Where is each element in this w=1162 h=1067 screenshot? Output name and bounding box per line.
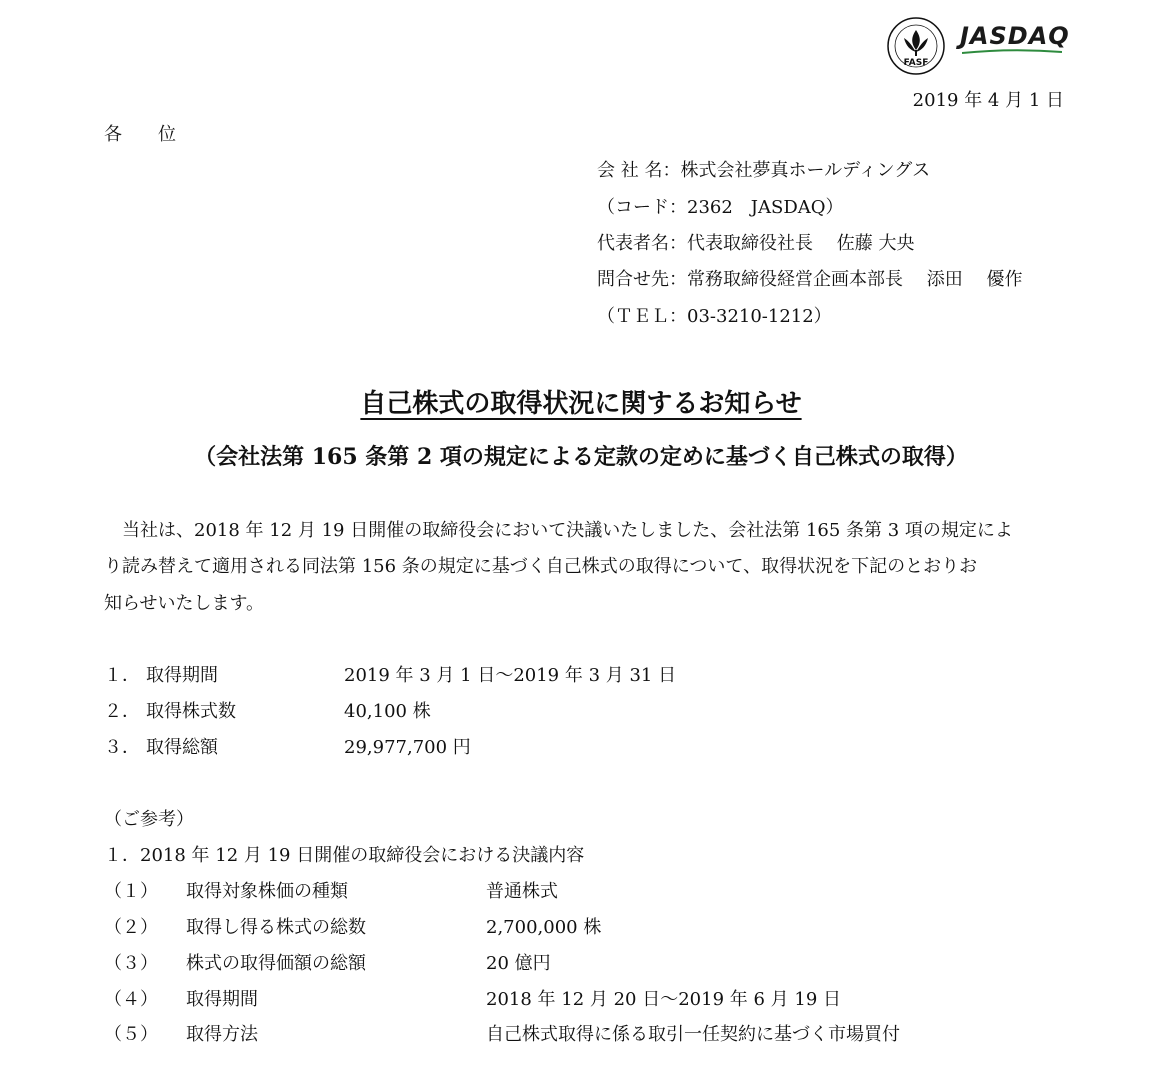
fasf-logo [886,16,946,76]
fasf-logo-text: FASF [903,58,929,68]
item-label: 取得期間 [146,665,218,686]
item-number: ３． [104,737,140,758]
item-number: １． [104,665,140,686]
info-key: 代表者名 [597,233,669,254]
resolution-title: １．2018 年 12 月 19 日開催の取締役会における決議内容 [104,845,585,866]
addressee: 各 位 [104,124,176,145]
info-value: 常務取締役経営企画本部長 添田 優作 [687,269,1023,290]
reference-label: 取得期間 [186,989,258,1010]
info-key: 問合せ先 [597,269,669,290]
contact-row [597,265,1022,291]
info-sep: ： [669,197,687,218]
info-value: 03-3210-1212） [687,306,832,327]
reference-value: 普通株式 [486,881,558,902]
body-line: 当社は、2018 年 12 月 19 日開催の取締役会において決議いたしました、会社法第 165 条第 3 項の規定によ [104,520,1013,541]
jasdaq-swoosh [962,49,1062,55]
reference-number: （２） [104,917,158,938]
document-title: 自己株式の取得状況に関するお知らせ [360,389,802,419]
reference-number: （１） [104,881,158,902]
item-value: 2019 年 3 月 1 日～2019 年 3 月 31 日 [344,665,677,686]
info-value: 株式会社夢真ホールディングス [680,160,931,181]
info-key: （ＴＥＬ [597,306,669,327]
item-label: 取得総額 [146,737,218,758]
info-sep: ： [669,233,687,254]
reference-number: （５） [104,1024,158,1045]
item-value: 40,100 株 [344,701,431,722]
document-subtitle: （会社法第 165 条第 2 項の規定による定款の定めに基づく自己株式の取得） [194,444,968,470]
reference-heading: （ご参考） [104,809,194,830]
item-value: 29,977,700 円 [344,737,471,758]
info-sep: ： [669,269,687,290]
info-key: 会 社 名 [597,160,663,181]
reference-label: 取得し得る株式の総数 [186,917,366,938]
info-value: 2362 JASDAQ） [687,197,844,218]
item-number: ２． [104,701,140,722]
company-code-row [597,193,844,219]
item-label: 取得株式数 [146,701,236,722]
info-value: 代表取締役社長 佐藤 大央 [687,233,915,254]
info-key: （コード [597,197,669,218]
info-sep: ： [669,306,687,327]
body-line: り読み替えて適用される同法第 156 条の規定に基づく自己株式の取得について、取得状況を下記のとおりお [104,556,978,577]
info-sep: ： [662,160,681,181]
reference-label: 株式の取得価額の総額 [186,953,366,974]
document-date: 2019 年 4 月 1 日 [912,90,1064,111]
reference-label: 取得対象株価の種類 [186,881,348,902]
reference-number: （４） [104,989,158,1010]
reference-value: 2,700,000 株 [486,917,602,938]
reference-value: 20 億円 [486,953,551,974]
reference-number: （３） [104,953,158,974]
company-name-row [597,156,930,182]
telephone-row [597,302,832,328]
jasdaq-logo: JASDAQ [960,22,1070,50]
reference-label: 取得方法 [186,1024,258,1045]
body-line: 知らせいたします。 [104,593,265,614]
representative-row [597,229,914,255]
reference-value: 自己株式取得に係る取引一任契約に基づく市場買付 [486,1024,900,1045]
reference-value: 2018 年 12 月 20 日～2019 年 6 月 19 日 [486,989,841,1010]
